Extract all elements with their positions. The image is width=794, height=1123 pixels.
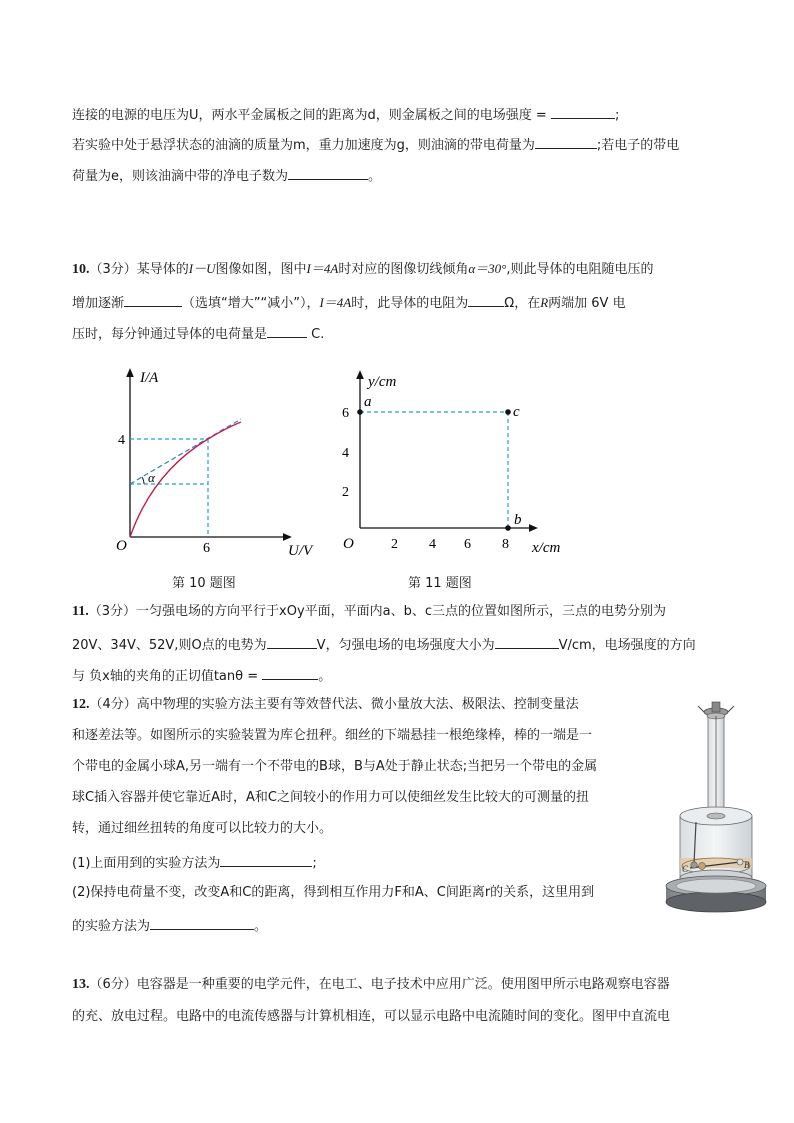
answer-blank[interactable] <box>124 292 182 307</box>
q12-line1: 12.（4分）高中物理的实验方法主要有等效替代法、微小量放大法、极限法、控制变量法 <box>72 697 579 712</box>
answer-blank[interactable] <box>495 634 559 649</box>
tangent-line <box>130 419 241 484</box>
q11-line2: 20V、34V、52V,则O点的电势为 V，匀强电场的电场强度大小为 V/cm，电场强度的方向 <box>72 634 696 655</box>
origin-label: O <box>343 536 354 552</box>
q11-line1: 11.（3分）一匀强电场的方向平行于xOy平面，平面内a、b、c三点的位置如图所示，三点的电势分别为 <box>72 604 667 619</box>
y-tick-label: 4 <box>342 446 349 461</box>
x-tick-label: 6 <box>203 541 210 556</box>
angle-arc <box>142 477 144 484</box>
answer-blank[interactable] <box>267 323 307 338</box>
q9-line3: 荷量为e，则该油滴中带的净电子数为 。 <box>72 165 381 186</box>
point-a <box>357 409 363 415</box>
label-b: B <box>744 860 750 870</box>
q13-line2: 的充、放电过程。电路中的电流传感器与计算机相连，可以显示电路中电流随时间的变化。图甲中直流电 <box>72 1009 671 1024</box>
answer-blank[interactable] <box>220 852 312 867</box>
q12-line5: 转，通过细丝扭转的角度可以比较力的大小。 <box>72 821 333 836</box>
figure-11-caption: 第 11 题图 <box>408 576 472 591</box>
x-tick-label: 4 <box>429 537 436 552</box>
figure-10-caption: 第 10 题图 <box>172 576 236 591</box>
x-tick-label: 2 <box>391 537 398 552</box>
q12-line3: 个带电的金属小球A,另一端有一个不带电的B球，B与A处于静止状态;当把另一个带电的金属 <box>72 759 598 774</box>
q12-line2: 和逐差法等。如图所示的实验装置为库仑扭秤。细丝的下端悬挂一根绝缘棒，棒的一端是一 <box>72 728 593 743</box>
q11-line3: 与 负x轴的夹角的正切值tanθ = 。 <box>72 665 331 686</box>
x-axis-label: x/cm <box>532 540 561 556</box>
q10-line1: 10.（3分）某导体的I－U图像如图，图中I＝4A时对应的图像切线倾角α＝30°,则此导体的电阻随电压的 <box>72 261 654 277</box>
q10-line3: 压时，每分钟通过导体的电荷量是 C. <box>72 323 324 344</box>
y-axis-label: y/cm <box>368 374 397 390</box>
point-a-label: a <box>364 394 372 410</box>
y-tick-label: 2 <box>342 485 349 500</box>
ball-b <box>737 859 743 865</box>
answer-blank[interactable] <box>535 134 597 149</box>
question-number: 10. <box>72 262 90 277</box>
answer-blank[interactable] <box>551 104 615 119</box>
origin-label: O <box>116 538 127 554</box>
angle-label: α <box>148 470 155 485</box>
question-number: 12. <box>72 697 90 712</box>
question-number: 13. <box>72 977 90 992</box>
figure-10-iu-graph <box>108 362 328 562</box>
y-tick-label: 6 <box>342 406 349 421</box>
q12-sub1: (1)上面用到的实验方法为 ; <box>72 852 317 873</box>
label-c: C <box>682 864 689 874</box>
torsion-balance-illustration <box>660 698 772 916</box>
x-tick-label: 6 <box>464 537 471 552</box>
point-b-label: b <box>514 512 522 528</box>
x-tick-label: 8 <box>502 537 509 552</box>
q9-line2: 若实验中处于悬浮状态的油滴的质量为m，重力加速度为g，则油滴的带电荷量为 ;若电子的带电 <box>72 134 679 155</box>
ball-a <box>699 863 706 870</box>
answer-blank[interactable] <box>150 915 254 930</box>
answer-blank[interactable] <box>262 665 318 680</box>
q13-line1: 13.（6分）电容器是一种重要的电学元件，在电工、电子技术中应用广泛。使用图甲所示电路观察电容器 <box>72 977 670 992</box>
y-axis-label: I/A <box>140 370 159 386</box>
q10-line2: 增加逐渐 （选填“增大”“减小”），I＝4A时，此导体的电阻为 Ω，在R两端加 6V 电 <box>72 292 626 313</box>
ball-c <box>691 862 697 868</box>
question-number: 11. <box>72 604 89 619</box>
answer-blank[interactable] <box>468 292 504 307</box>
q12-line4: 球C插入容器并使它靠近A时，A和C之间较小的作用力可以使细丝发生比较大的可测量的扭 <box>72 790 589 805</box>
q12-sub2b: 的实验方法为 。 <box>72 915 267 936</box>
figure-11-coordinate-plot <box>338 366 578 561</box>
answer-blank[interactable] <box>267 634 317 649</box>
y-tick-label: 4 <box>118 433 125 448</box>
answer-blank[interactable] <box>288 165 368 180</box>
q9-line1: 连接的电源的电压为U，两水平金属板之间的距离为d，则金属板之间的电场强度 = ; <box>72 104 619 125</box>
point-c-label: c <box>513 404 520 420</box>
q12-sub2: (2)保持电荷量不变，改变A和C的距离，得到相互作用力F和A、C间距离r的关系，这里用到 <box>72 885 595 900</box>
point-b <box>505 525 511 531</box>
x-axis-label: U/V <box>288 543 313 559</box>
point-c <box>505 409 511 415</box>
